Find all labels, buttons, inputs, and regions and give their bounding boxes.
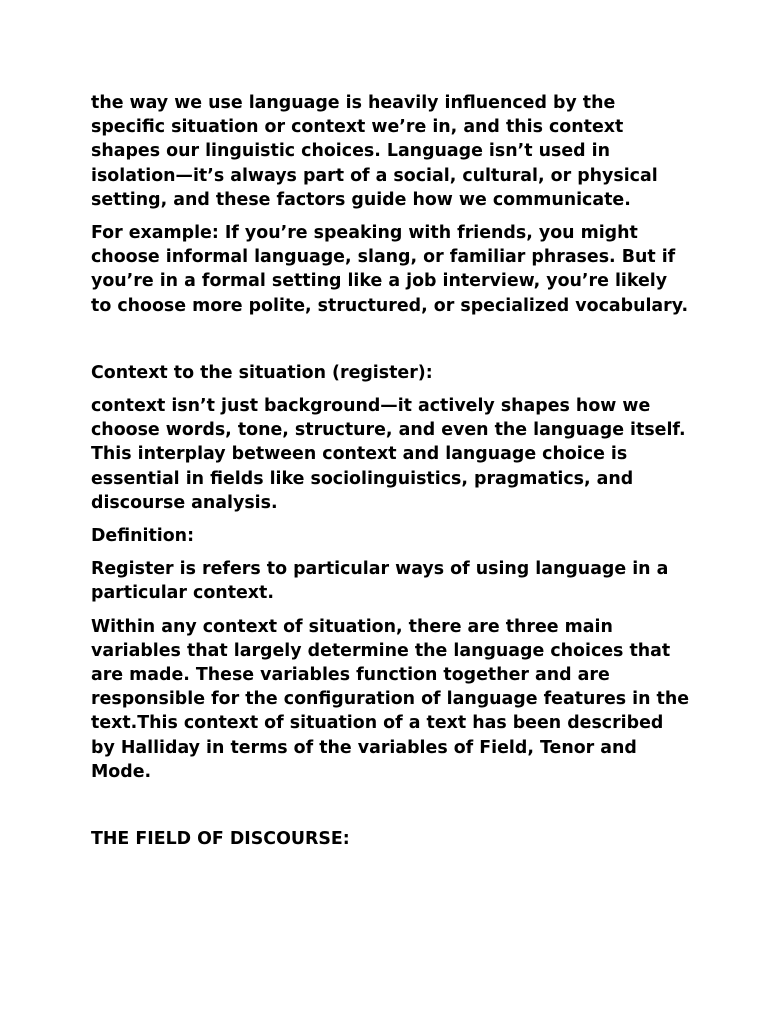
heading-field-of-discourse: THE FIELD OF DISCOURSE:	[91, 829, 350, 850]
paragraph-definition: Register is refers to particular ways of using language in a particular context.	[91, 559, 669, 604]
heading-definition: Definition:	[91, 526, 195, 547]
blank-line	[91, 793, 691, 827]
heading-context-register: Context to the situation (register):	[91, 362, 433, 383]
paragraph-intro: the way we use language is heavily influenced by the specific situation or context we’re in, and this context shapes our linguistic choices. Language isn’t used in isolation—it’s always part of a social, cultural, or physical setting, and these factors guide how we communicate.	[91, 93, 658, 210]
paragraph-variables: Within any context of situation, there are three main variables that largely determine the language choices that are made. These variables function together and are responsible for the configuration of language features in the text.This context of situation of a text has been described by Halliday in terms of the variables of Field, Tenor and Mode.	[91, 616, 690, 782]
paragraph-example: For example: If you’re speaking with friends, you might choose informal language, slang, or familiar phrases. But if you’re in a formal setting like a job interview, you’re likely to choose more polite, structured, or specialized vocabulary.	[91, 223, 689, 316]
paragraph-context: context isn’t just background—it actively shapes how we choose words, tone, structure, and even the language itself. This interplay between context and language choice is essential in fields like sociolinguistics, pragmatics, and discourse analysis.	[91, 396, 686, 513]
blank-line	[91, 327, 691, 361]
document-page	[91, 91, 691, 860]
